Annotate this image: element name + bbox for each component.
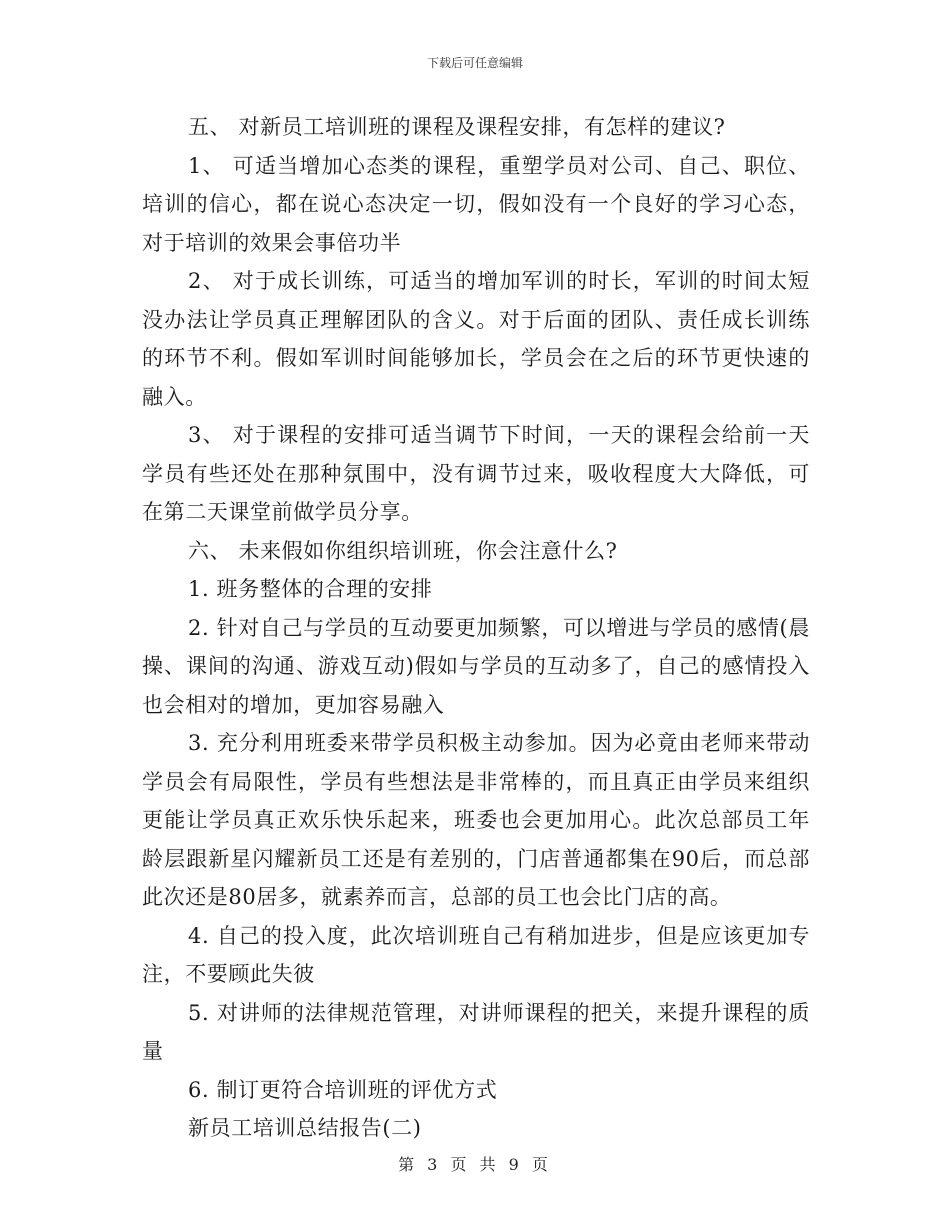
- section-heading-5: 五、 对新员工培训班的课程及课程安排，有怎样的建议?: [188, 115, 726, 139]
- section-heading-6: 六、 未来假如你组织培训班，你会注意什么?: [188, 538, 618, 563]
- attention-item-2: 2. 针对自己与学员的互动要更加频繁，可以增进与学员的感情(晨操、课间的沟通、游戏互动)假如与学员的互动多了，自己的感情投入也会相对的增加，更加容易融入: [142, 615, 810, 717]
- report-subtitle: 新员工培训总结报告(二): [188, 1116, 422, 1140]
- attention-item-1: 1. 班务整体的合理的安排: [188, 577, 433, 601]
- suggestion-item-3: 3、 对于课程的安排可适当调节下时间，一天的课程会给前一天学员有些还处在那种氛围中，没有调节过来，吸收程度大大降低，可在第二天课堂前做学员分享。: [142, 423, 810, 524]
- page-number: 第 3 页 共 9 页: [398, 1155, 552, 1174]
- attention-item-3: 3. 充分利用班委来带学员积极主动参加。因为必竟由老师来带动学员会有局限性，学员有些想法是非常棒的，而且真正由学员来组织更能让学员真正欢乐快乐起来，班委也会更加用心。此次总部员工年龄层跟新星闪耀新员工还是有差别的，门店普通都集在90后，而总部此次还是80居多，就素养而言，总部的员工也会比门店的高。: [142, 731, 810, 909]
- suggestion-item-2: 2、 对于成长训练，可适当的增加军训的时长，军训的时间太短没办法让学员真正理解团队的含义。对于后面的团队、责任成长训练的环节不利。假如军训时间能够加长，学员会在之后的环节更快速的融入。: [142, 269, 810, 409]
- document-body: [142, 108, 810, 1148]
- suggestion-item-1: 1、 可适当增加心态类的课程，重塑学员对公司、自己、职位、培训的信心，都在说心态决定一切，假如没有一个良好的学习心态，对于培训的效果会事倍功半: [142, 153, 810, 255]
- attention-item-4: 4. 自己的投入度，此次培训班自己有稍加进步，但是应该更加专注，不要顾此失彼: [142, 923, 810, 986]
- attention-item-5: 5. 对讲师的法律规范管理，对讲师课程的把关，来提升课程的质量: [142, 1000, 810, 1063]
- page-header-note: 下载后可任意编辑: [426, 56, 523, 70]
- attention-item-6: 6. 制订更符合培训班的评优方式: [188, 1077, 498, 1102]
